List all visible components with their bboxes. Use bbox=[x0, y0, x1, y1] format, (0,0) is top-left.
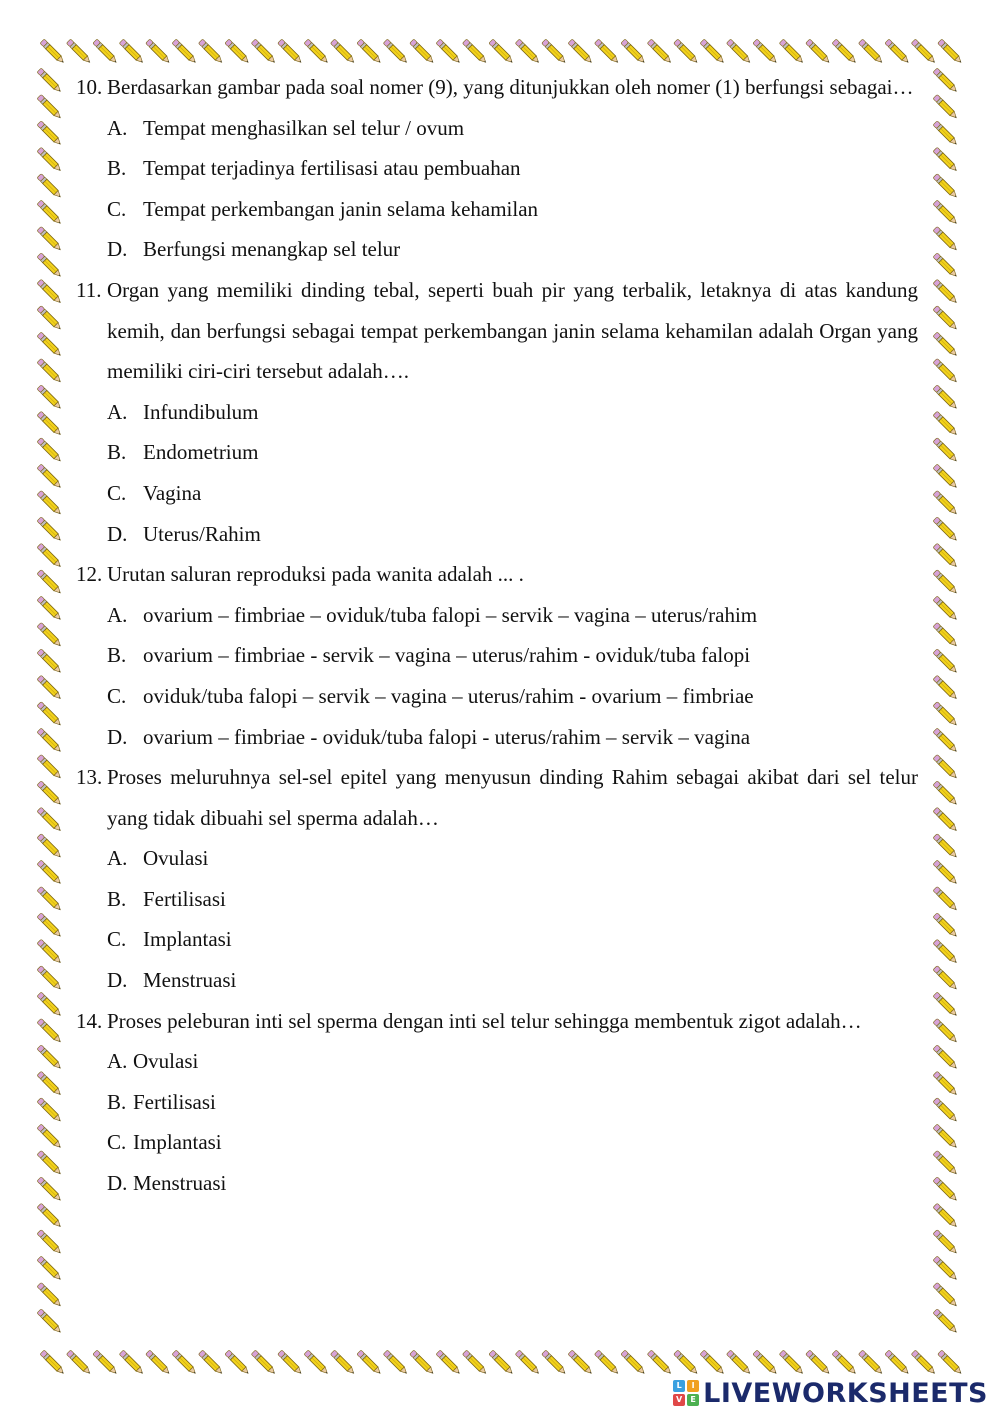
pencil-icon bbox=[330, 1350, 355, 1375]
logo-mark-letter: E bbox=[687, 1394, 699, 1406]
question-list bbox=[76, 67, 918, 1204]
option-text: Implantasi bbox=[143, 927, 232, 952]
pencil-icon bbox=[489, 39, 514, 64]
pencil-icon bbox=[37, 1018, 62, 1043]
option-a[interactable] bbox=[107, 1041, 918, 1082]
pencil-icon bbox=[933, 649, 958, 674]
pencil-icon bbox=[37, 754, 62, 779]
pencil-icon bbox=[933, 702, 958, 727]
pencil-icon bbox=[933, 807, 958, 832]
option-b[interactable] bbox=[107, 432, 918, 473]
pencil-icon bbox=[933, 1203, 958, 1228]
option-list bbox=[107, 108, 918, 270]
pencil-icon bbox=[933, 1282, 958, 1307]
pencil-icon bbox=[933, 358, 958, 383]
pencil-icon bbox=[37, 517, 62, 542]
pencil-icon bbox=[37, 886, 62, 911]
option-b[interactable] bbox=[107, 1082, 918, 1123]
option-list bbox=[107, 1041, 918, 1203]
pencil-icon bbox=[933, 385, 958, 410]
pencil-icon bbox=[933, 490, 958, 515]
option-text: Berfungsi menangkap sel telur bbox=[143, 237, 401, 262]
pencil-icon bbox=[37, 675, 62, 700]
question-number: 13. bbox=[76, 765, 103, 790]
option-letter: C. bbox=[107, 480, 127, 505]
pencil-icon bbox=[753, 1350, 778, 1375]
option-text: Menstruasi bbox=[133, 1171, 227, 1196]
pencil-icon bbox=[37, 1071, 62, 1096]
pencil-icon bbox=[37, 728, 62, 753]
option-letter: C. bbox=[107, 196, 127, 221]
pencil-icon bbox=[462, 39, 487, 64]
question-14 bbox=[76, 1001, 918, 1204]
pencil-icon bbox=[37, 226, 62, 251]
pencil-icon bbox=[858, 1350, 883, 1375]
question-number: 12. bbox=[76, 562, 103, 587]
pencil-icon bbox=[621, 1350, 646, 1375]
option-letter: D. bbox=[107, 1171, 128, 1196]
option-letter: A. bbox=[107, 399, 128, 424]
option-list bbox=[107, 392, 918, 554]
option-b[interactable] bbox=[107, 879, 918, 920]
pencil-icon bbox=[806, 1350, 831, 1375]
pencil-icon bbox=[933, 992, 958, 1017]
pencil-icon bbox=[594, 39, 619, 64]
question-11 bbox=[76, 270, 918, 554]
pencil-icon bbox=[225, 1350, 250, 1375]
pencil-icon bbox=[726, 39, 751, 64]
pencil-icon bbox=[462, 1350, 487, 1375]
pencil-icon bbox=[278, 39, 303, 64]
option-d[interactable] bbox=[107, 717, 918, 758]
option-letter: C. bbox=[107, 927, 127, 952]
pencil-icon bbox=[119, 39, 144, 64]
question-text: Berdasarkan gambar pada soal nomer (9), yang ditunjukkan oleh nomer (1) berfungsi sebagai… bbox=[107, 75, 914, 99]
logo-text: LIVEWORKSHEETS bbox=[703, 1377, 988, 1409]
question-text: Organ yang memiliki dinding tebal, seperti buah pir yang terbalik, letaknya di atas kandung kemih, dan berfungsi sebagai tempat perkembangan janin selama kehamilan adalah Organ yang memiliki ciri-ciri tersebut adalah…. bbox=[107, 277, 918, 384]
pencil-icon bbox=[515, 39, 540, 64]
pencil-icon bbox=[37, 306, 62, 331]
pencil-icon bbox=[330, 39, 355, 64]
pencil-icon bbox=[251, 39, 276, 64]
pencil-icon bbox=[278, 1350, 303, 1375]
pencil-icon bbox=[37, 860, 62, 885]
pencil-icon bbox=[933, 200, 958, 225]
pencil-icon bbox=[753, 39, 778, 64]
pencil-icon bbox=[674, 1350, 699, 1375]
pencil-icon bbox=[933, 253, 958, 278]
pencil-icon bbox=[933, 543, 958, 568]
option-c[interactable] bbox=[107, 473, 918, 514]
option-letter: D. bbox=[107, 968, 128, 993]
pencil-icon bbox=[933, 675, 958, 700]
option-b[interactable] bbox=[107, 635, 918, 676]
pencil-icon bbox=[832, 39, 857, 64]
question-12 bbox=[76, 554, 918, 757]
pencil-icon bbox=[37, 174, 62, 199]
question-text: Proses peleburan inti sel sperma dengan inti sel telur sehingga membentuk zigot adalah… bbox=[107, 1008, 862, 1033]
option-letter: B. bbox=[107, 1089, 127, 1114]
logo-mark-letter: L bbox=[673, 1380, 685, 1392]
pencil-icon bbox=[933, 913, 958, 938]
option-c[interactable] bbox=[107, 919, 918, 960]
option-letter: C. bbox=[107, 683, 127, 708]
question-stem bbox=[76, 554, 918, 595]
pencil-icon bbox=[933, 1150, 958, 1175]
pencil-icon bbox=[37, 1203, 62, 1228]
logo-mark-letter: V bbox=[673, 1394, 685, 1406]
pencil-icon bbox=[304, 1350, 329, 1375]
pencil-icon bbox=[647, 1350, 672, 1375]
pencil-icon bbox=[542, 39, 567, 64]
option-d[interactable] bbox=[107, 1163, 918, 1204]
pencil-icon bbox=[37, 147, 62, 172]
pencil-icon bbox=[700, 1350, 725, 1375]
question-number: 11. bbox=[76, 277, 102, 302]
option-letter: D. bbox=[107, 237, 128, 262]
option-text: Infundibulum bbox=[143, 399, 259, 424]
pencil-icon bbox=[674, 39, 699, 64]
worksheet-content bbox=[76, 67, 918, 1204]
option-a[interactable] bbox=[107, 392, 918, 433]
pencil-icon bbox=[37, 939, 62, 964]
pencil-icon bbox=[37, 596, 62, 621]
pencil-icon bbox=[647, 39, 672, 64]
pencil-icon bbox=[933, 886, 958, 911]
pencil-icon bbox=[37, 68, 62, 93]
pencil-icon bbox=[933, 1071, 958, 1096]
pencil-icon bbox=[198, 1350, 223, 1375]
pencil-icon bbox=[933, 174, 958, 199]
question-stem bbox=[76, 270, 918, 392]
pencil-icon bbox=[37, 834, 62, 859]
pencil-icon bbox=[357, 39, 382, 64]
option-text: Uterus/Rahim bbox=[143, 521, 261, 546]
pencil-icon bbox=[933, 517, 958, 542]
option-letter: A. bbox=[107, 115, 128, 140]
pencil-icon bbox=[933, 860, 958, 885]
pencil-icon bbox=[304, 39, 329, 64]
option-letter: D. bbox=[107, 724, 128, 749]
pencil-icon bbox=[933, 1098, 958, 1123]
pencil-icon bbox=[37, 570, 62, 595]
pencil-icon bbox=[37, 622, 62, 647]
pencil-icon bbox=[37, 121, 62, 146]
pencil-icon bbox=[37, 332, 62, 357]
pencil-icon bbox=[568, 1350, 593, 1375]
option-letter: B. bbox=[107, 886, 127, 911]
option-a[interactable] bbox=[107, 838, 918, 879]
option-c[interactable] bbox=[107, 676, 918, 717]
pencil-icon bbox=[93, 39, 118, 64]
pencil-icon bbox=[933, 1045, 958, 1070]
pencil-icon bbox=[357, 1350, 382, 1375]
pencil-icon bbox=[436, 1350, 461, 1375]
pencil-icon bbox=[933, 121, 958, 146]
pencil-icon bbox=[37, 385, 62, 410]
option-c[interactable] bbox=[107, 1122, 918, 1163]
pencil-icon bbox=[938, 39, 963, 64]
pencil-icon bbox=[933, 94, 958, 119]
option-letter: C. bbox=[107, 1130, 127, 1155]
pencil-icon bbox=[933, 332, 958, 357]
logo-mark-letter: I bbox=[687, 1380, 699, 1392]
pencil-icon bbox=[885, 1350, 910, 1375]
pencil-icon bbox=[37, 702, 62, 727]
question-text: Proses meluruhnya sel-sel epitel yang menyusun dinding Rahim sebagai akibat dari sel telur yang tidak dibuahi sel sperma adalah… bbox=[107, 765, 918, 830]
pencil-icon bbox=[726, 1350, 751, 1375]
option-list bbox=[107, 595, 918, 757]
pencil-icon bbox=[37, 200, 62, 225]
pencil-icon bbox=[383, 39, 408, 64]
pencil-icon bbox=[933, 966, 958, 991]
pencil-icon bbox=[37, 807, 62, 832]
pencil-icon bbox=[37, 253, 62, 278]
option-letter: D. bbox=[107, 521, 128, 546]
question-text: Urutan saluran reproduksi pada wanita adalah ... . bbox=[107, 562, 524, 587]
option-text: Vagina bbox=[143, 480, 202, 505]
pencil-icon bbox=[410, 1350, 435, 1375]
option-text: Fertilisasi bbox=[133, 1089, 216, 1114]
question-10 bbox=[76, 67, 918, 270]
pencil-icon bbox=[806, 39, 831, 64]
option-d[interactable] bbox=[107, 960, 918, 1001]
pencil-icon bbox=[225, 39, 250, 64]
pencil-icon bbox=[37, 411, 62, 436]
option-text: Fertilisasi bbox=[143, 886, 226, 911]
option-text: Ovulasi bbox=[133, 1049, 199, 1074]
pencil-icon bbox=[37, 1256, 62, 1281]
pencil-icon bbox=[933, 1124, 958, 1149]
option-text: Menstruasi bbox=[143, 968, 237, 993]
pencil-icon bbox=[700, 39, 725, 64]
pencil-icon bbox=[933, 438, 958, 463]
pencil-icon bbox=[933, 1230, 958, 1255]
question-stem bbox=[76, 757, 918, 838]
pencil-icon bbox=[93, 1350, 118, 1375]
option-b[interactable] bbox=[107, 148, 918, 189]
pencil-icon bbox=[37, 1150, 62, 1175]
pencil-icon bbox=[933, 754, 958, 779]
liveworksheets-logo[interactable] bbox=[673, 1376, 988, 1410]
option-text: ovarium – fimbriae - oviduk/tuba falopi - uterus/rahim – servik – vagina bbox=[143, 724, 751, 749]
pencil-icon bbox=[542, 1350, 567, 1375]
pencil-icon bbox=[37, 649, 62, 674]
pencil-icon bbox=[933, 68, 958, 93]
pencil-icon bbox=[37, 1309, 62, 1334]
pencil-icon bbox=[933, 147, 958, 172]
pencil-icon bbox=[37, 94, 62, 119]
pencil-icon bbox=[933, 570, 958, 595]
option-letter: A. bbox=[107, 846, 128, 871]
pencil-icon bbox=[37, 279, 62, 304]
question-number: 10. bbox=[76, 75, 103, 99]
pencil-icon bbox=[938, 1350, 963, 1375]
pencil-icon bbox=[436, 39, 461, 64]
pencil-icon bbox=[832, 1350, 857, 1375]
pencil-icon bbox=[933, 728, 958, 753]
option-letter: A. bbox=[107, 1049, 128, 1074]
option-c[interactable] bbox=[107, 189, 918, 230]
pencil-icon bbox=[198, 39, 223, 64]
pencil-icon bbox=[779, 1350, 804, 1375]
pencil-icon bbox=[37, 781, 62, 806]
pencil-icon bbox=[594, 1350, 619, 1375]
option-d[interactable] bbox=[107, 514, 918, 555]
option-a[interactable] bbox=[107, 108, 918, 149]
pencil-icon bbox=[933, 1018, 958, 1043]
pencil-icon bbox=[37, 1282, 62, 1307]
option-letter: B. bbox=[107, 643, 127, 668]
pencil-icon bbox=[40, 1350, 65, 1375]
pencil-icon bbox=[911, 39, 936, 64]
pencil-icon bbox=[37, 1177, 62, 1202]
pencil-icon bbox=[621, 39, 646, 64]
pencil-icon bbox=[37, 1230, 62, 1255]
pencil-icon bbox=[933, 781, 958, 806]
pencil-icon bbox=[37, 992, 62, 1017]
question-13 bbox=[76, 757, 918, 1001]
pencil-icon bbox=[933, 939, 958, 964]
pencil-icon bbox=[489, 1350, 514, 1375]
question-stem bbox=[76, 1001, 918, 1042]
pencil-icon bbox=[933, 1256, 958, 1281]
pencil-icon bbox=[37, 464, 62, 489]
question-number: 14. bbox=[76, 1008, 103, 1033]
option-text: ovarium – fimbriae - servik – vagina – uterus/rahim - oviduk/tuba falopi bbox=[143, 643, 751, 668]
pencil-icon bbox=[568, 39, 593, 64]
pencil-icon bbox=[933, 834, 958, 859]
pencil-icon bbox=[37, 543, 62, 568]
pencil-icon bbox=[933, 226, 958, 251]
pencil-icon bbox=[172, 1350, 197, 1375]
pencil-icon bbox=[251, 1350, 276, 1375]
option-text: oviduk/tuba falopi – servik – vagina – uterus/rahim - ovarium – fimbriae bbox=[143, 683, 754, 708]
pencil-icon bbox=[172, 39, 197, 64]
pencil-icon bbox=[146, 39, 171, 64]
option-text: Tempat menghasilkan sel telur / ovum bbox=[143, 115, 465, 140]
pencil-icon bbox=[37, 438, 62, 463]
pencil-icon bbox=[933, 1177, 958, 1202]
option-text: Ovulasi bbox=[143, 846, 209, 871]
pencil-icon bbox=[40, 39, 65, 64]
pencil-icon bbox=[885, 39, 910, 64]
pencil-icon bbox=[933, 622, 958, 647]
pencil-icon bbox=[911, 1350, 936, 1375]
option-text: Tempat perkembangan janin selama kehamilan bbox=[143, 196, 539, 221]
option-letter: B. bbox=[107, 156, 127, 181]
pencil-icon bbox=[515, 1350, 540, 1375]
pencil-icon bbox=[858, 39, 883, 64]
pencil-icon bbox=[933, 464, 958, 489]
pencil-icon bbox=[37, 1124, 62, 1149]
option-a[interactable] bbox=[107, 595, 918, 636]
option-d[interactable] bbox=[107, 229, 918, 270]
pencil-icon bbox=[779, 39, 804, 64]
pencil-icon bbox=[933, 596, 958, 621]
pencil-icon bbox=[37, 358, 62, 383]
pencil-icon bbox=[37, 1045, 62, 1070]
pencil-icon bbox=[383, 1350, 408, 1375]
pencil-icon bbox=[37, 490, 62, 515]
option-text: Tempat terjadinya fertilisasi atau pembuahan bbox=[143, 156, 521, 181]
pencil-icon bbox=[933, 411, 958, 436]
pencil-icon bbox=[66, 39, 91, 64]
option-letter: A. bbox=[107, 602, 128, 627]
pencil-icon bbox=[66, 1350, 91, 1375]
option-text: Implantasi bbox=[133, 1130, 222, 1155]
pencil-icon bbox=[37, 966, 62, 991]
pencil-icon bbox=[933, 1309, 958, 1334]
logo-mark-icon bbox=[673, 1380, 699, 1406]
pencil-icon bbox=[933, 279, 958, 304]
pencil-icon bbox=[146, 1350, 171, 1375]
pencil-icon bbox=[37, 1098, 62, 1123]
pencil-icon bbox=[933, 306, 958, 331]
question-stem bbox=[76, 67, 918, 108]
option-list bbox=[107, 838, 918, 1000]
pencil-icon bbox=[119, 1350, 144, 1375]
option-letter: B. bbox=[107, 440, 127, 465]
pencil-icon bbox=[410, 39, 435, 64]
option-text: Endometrium bbox=[143, 440, 259, 465]
option-text: ovarium – fimbriae – oviduk/tuba falopi – servik – vagina – uterus/rahim bbox=[143, 602, 758, 627]
pencil-icon bbox=[37, 913, 62, 938]
